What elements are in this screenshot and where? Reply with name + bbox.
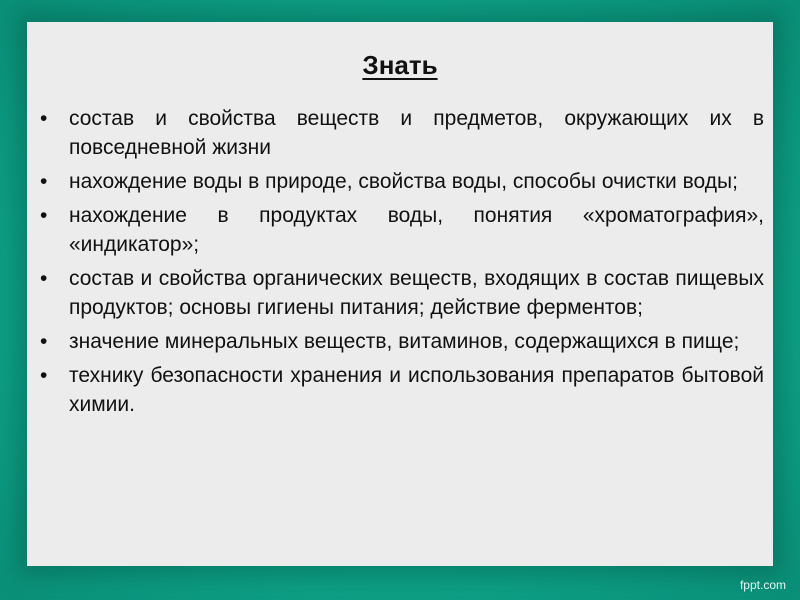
bullet-icon: • [40, 107, 48, 130]
list-item-text: состав и свойства органических веществ, входящих в состав пищевых продуктов; основы гигиены питания; действие ферментов; [69, 267, 764, 319]
list-item-text: состав и свойства веществ и предметов, окружающих их в повседневной жизни [69, 107, 764, 159]
list-item [40, 361, 764, 419]
bullet-icon: • [40, 267, 48, 290]
bullet-icon: • [40, 364, 48, 387]
list-item-text: значение минеральных веществ, витаминов, содержащихся в пище; [69, 330, 740, 353]
bullet-icon: • [40, 170, 48, 193]
bullet-list [40, 104, 764, 424]
list-item [40, 167, 764, 196]
list-item [40, 104, 764, 162]
watermark: fppt.com [739, 578, 786, 592]
list-item-text: нахождение в продуктах воды, понятия «хроматография», «индикатор»; [69, 204, 764, 256]
list-item [40, 201, 764, 259]
bullet-icon: • [40, 204, 48, 227]
slide-title: Знать [362, 50, 438, 80]
list-item-text: нахождение воды в природе, свойства воды, способы очистки воды; [69, 170, 738, 193]
list-item [40, 264, 764, 322]
list-item [40, 327, 764, 356]
list-item-text: технику безопасности хранения и использования препаратов бытовой химии. [69, 364, 764, 416]
bullet-icon: • [40, 330, 48, 353]
